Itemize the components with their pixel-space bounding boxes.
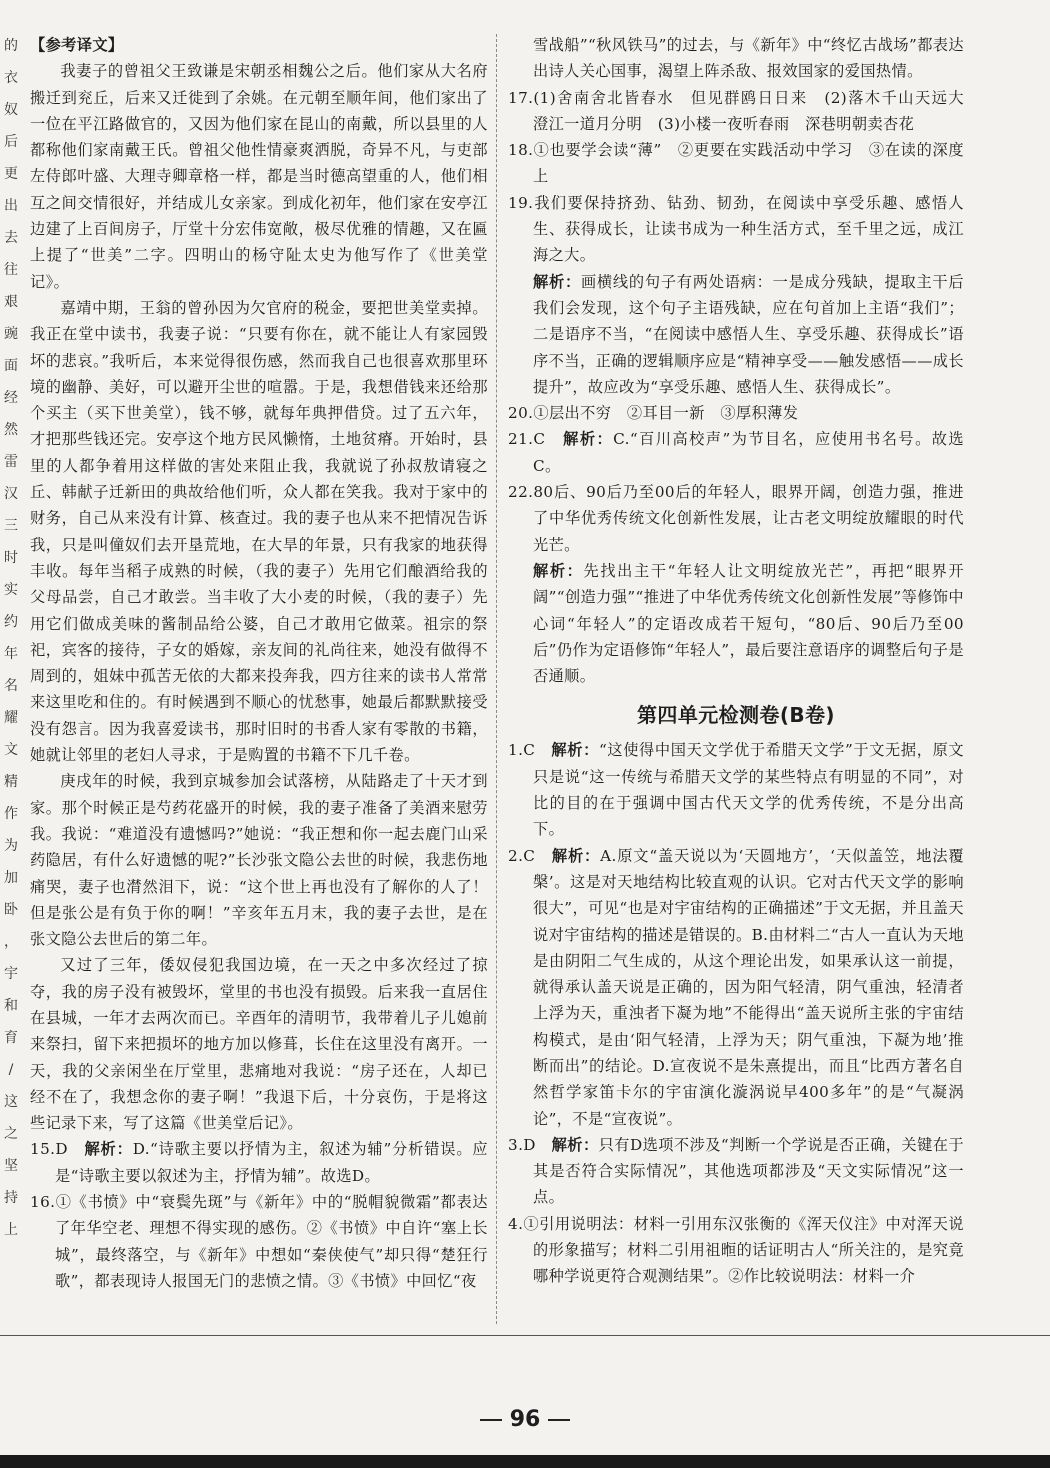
margin-char: 卧 bbox=[4, 902, 18, 918]
item-text: ①也要学会读“薄” ②更要在实践活动中学习 ③在读的深度上 bbox=[533, 141, 964, 186]
item-text: ①层出不穷 ②耳目一新 ③厚积薄发 bbox=[533, 404, 799, 423]
item-answer: C bbox=[523, 741, 536, 760]
item-number: 17. bbox=[508, 88, 534, 107]
margin-char: 作 bbox=[4, 806, 18, 822]
item-number: 18. bbox=[508, 141, 534, 160]
margin-char: 这 bbox=[4, 1094, 18, 1110]
footer-rule bbox=[0, 1335, 1050, 1336]
item-text: 我们要保持挤劲、钻劲、韧劲，在阅读中享受乐趣、感悟人生、获得成长，让读书成为一种生活方式，至千里之远，成江海之大。 bbox=[533, 193, 964, 265]
translation-paragraph-3: 庚戌年的时候，我到京城参加会试落榜，从陆路走了十天才到家。那个时候正是芍药花盛开的时候，我的妻子准备了美酒来慰劳我。我说：“难道没有遗憾吗?”她说：“我正想和你一起去鹿门山采药隐居，有什么好遗憾的呢?”长沙张文隐公去世的时候，我悲伤地痛哭，妻子也潸然泪下，说：“这个世上再也没有了解你的人了！但是张公是有负于你的啊！”辛亥年五月末，我的妻子去世，是在张文隐公去世后的第二年。 bbox=[30, 772, 488, 949]
analysis-label: 解析： bbox=[551, 846, 601, 865]
answer-item-21 bbox=[508, 426, 964, 479]
item-analysis: C.“百川高校声”为节目名，应使用书名号。故选C。 bbox=[533, 430, 965, 475]
item-analysis: D.“诗歌主要以抒情为主，叙述为辅”分析错误。应是“诗歌主要以叙述为主，抒情为辅”。故选D。 bbox=[55, 1140, 489, 1185]
item-text: 80后、90后乃至00后的年轻人，眼界开阔，创造力强，推进了中华优秀传统文化创新性发展，让古老文明绽放耀眼的时代光芒。 bbox=[533, 483, 964, 554]
margin-char: 去 bbox=[4, 230, 18, 246]
margin-char: 后 bbox=[4, 134, 18, 150]
margin-char: 的 bbox=[4, 38, 18, 54]
margin-char: 名 bbox=[4, 678, 18, 694]
answer-item-22-analysis bbox=[508, 558, 964, 689]
answer-item-16 bbox=[30, 1189, 488, 1294]
item-analysis: 画横线的句子有两处语病：一是成分残缺，提取主干后我们会发现，这个句子主语残缺，应在句首加上主语“我们”；二是语序不当，“在阅读中感悟人生、享受乐趣、获得成长”语序不当，正确的逻辑顺序应是“精神享受——触发感悟——成长提升”，故应改为“享受乐趣、感悟人生、获得成长”。 bbox=[533, 272, 964, 396]
margin-char: 汉 bbox=[4, 486, 18, 502]
analysis-label: 解析： bbox=[563, 430, 614, 449]
page-number bbox=[0, 1407, 1050, 1432]
item-number: 4. bbox=[508, 1214, 524, 1233]
margin-char: 衣 bbox=[4, 70, 18, 86]
margin-char: 面 bbox=[4, 358, 18, 374]
item-answer: D bbox=[523, 1135, 536, 1154]
item-number: 21. bbox=[508, 430, 534, 449]
answer-b-item-3 bbox=[508, 1132, 964, 1211]
item-number: 15. bbox=[30, 1140, 56, 1159]
analysis-label: 解析： bbox=[84, 1140, 133, 1159]
item-number: 20. bbox=[508, 404, 534, 423]
page-number-dash-left bbox=[480, 1419, 502, 1421]
translation-paragraph-1: 我妻子的曾祖父王致谦是宋朝丞相魏公之后。他们家从大名府搬迁到兖丘，后来又迁徙到了余姚。在元朝至顺年间，他们家出了一位在平江路做官的，又因为他们家在昆山的南戴，所以县里的人都称他们家南戴王氏。曾祖父他性情豪爽洒脱，奇异不凡，与吏部左侍郎叶盛、大理寺卿章格一样，都是当时德高望重的人，他们相互之间交情很好，并结成儿女亲家。到成化初年，他们家在安亭江边建了上百间房子，厅堂十分宏伟宽敞，极尽优雅的情趣，又在匾上提了“世美”二字。四明山的杨守阯太史为他写作了《世美堂记》。 bbox=[30, 62, 488, 291]
margin-char: 坚 bbox=[4, 1158, 18, 1174]
item-number: 16. bbox=[30, 1193, 56, 1212]
right-column bbox=[508, 32, 980, 1377]
item-answer: C bbox=[523, 846, 536, 865]
page-number-value: 96 bbox=[509, 1407, 541, 1432]
margin-char: 三 bbox=[4, 518, 18, 534]
analysis-label: 解析： bbox=[551, 741, 599, 760]
margin-char: 往 bbox=[4, 262, 18, 278]
left-margin-bleed-text bbox=[0, 30, 22, 1410]
margin-char: 宇 bbox=[4, 966, 18, 982]
item-text: ①《书愤》中“衰鬓先斑”与《新年》中的“脱帽貌微霜”都表达了年华空老、理想不得实现的感伤。②《书愤》中自许“塞上长城”，最终落空，与《新年》中想如“秦侠使气”却只得“楚狂行歌”，都表现诗人报国无门的悲愤之情。③《书愤》中回忆“夜 bbox=[55, 1193, 488, 1290]
margin-char: 年 bbox=[4, 646, 18, 662]
item-analysis: A.原文“盖天说以为‘天圆地方’，‘天似盖笠，地法覆槃’。这是对天地结构比较直观的认识。它对古代天文学的影响很大”，可见“也是对宇宙结构的正确描述”于文无据，并且盖天说对宇宙结构的描述是错误的。B.由材料二“古人一直认为天地是由阴阳二气生成的，从这个理论出发，如果承认这一前提，就得承认盖天说是正确的，因为阳气轻清，阴气重浊，轻清者上浮为天，重浊者下凝为地”不能得出“盖天说所主张的宇宙结构模式，是由‘阳气轻清，上浮为天；阴气重浊，下凝为地’推断而出”的结论。D.宣夜说不是朱熹提出，而且“比西方著名自然哲学家笛卡尔的宇宙演化漩涡说早400多年”的是“气凝涡论”，不是“宣夜说”。 bbox=[533, 846, 964, 1128]
margin-char: 和 bbox=[4, 998, 18, 1014]
margin-char: ， bbox=[4, 934, 18, 950]
column-divider bbox=[496, 34, 497, 1324]
item-analysis: 先找出主干“年轻人让文明绽放光芒”，再把“眼界开阔”“创造力强”“推进了中华优秀传统文化创新性发展”等修饰中心词“年轻人”的定语改成若干短句，“80后、90后乃至00后”仍作为定语修饰“年轻人”，最后要注意语序的调整后句子是否通顺。 bbox=[533, 561, 964, 686]
item-analysis: “这使得中国天文学优于希腊天文学”于文无据，原文只是说“这一传统与希腊天文学的某些特点有明显的不同”，对比的目的在于强调中国古代天文学的优秀传统，不是分出高下。 bbox=[533, 741, 964, 839]
margin-char: 经 bbox=[4, 390, 18, 406]
margin-char: 精 bbox=[4, 774, 18, 790]
analysis-label: 解析： bbox=[551, 1135, 599, 1154]
margin-char: 出 bbox=[4, 198, 18, 214]
margin-char: 雷 bbox=[4, 454, 18, 470]
answer-item-15 bbox=[30, 1136, 488, 1189]
item-number: 19. bbox=[508, 193, 534, 212]
item-analysis: 只有D选项不涉及“判断一个学说是否正确，关键在于其是否符合实际情况”，其他选项都涉及“天文实际情况”这一点。 bbox=[533, 1135, 965, 1207]
margin-char: 持 bbox=[4, 1190, 18, 1206]
margin-char: 奴 bbox=[4, 102, 18, 118]
answer-item-17 bbox=[508, 85, 980, 138]
answer-item-19-analysis bbox=[508, 269, 964, 400]
answer-b-item-2 bbox=[508, 843, 964, 1132]
margin-char: 更 bbox=[4, 166, 18, 182]
item-text: (1)舍南舍北皆春水 但见群鸥日日来 (2)落木千山天远大 澄江一道月分明 (3)小楼一夜听春雨 深巷明朝卖杏花 bbox=[533, 88, 980, 133]
item-answer: D bbox=[55, 1140, 68, 1159]
item-number: 3. bbox=[508, 1135, 524, 1154]
margin-char: 时 bbox=[4, 550, 18, 566]
page-number-dash-right bbox=[548, 1419, 570, 1421]
scan-bottom-edge bbox=[0, 1455, 1050, 1468]
margin-char: 实 bbox=[4, 582, 18, 598]
margin-char: / bbox=[8, 1062, 14, 1078]
answer-item-16-continuation: 雪战船”“秋风铁马”的过去，与《新年》中“终忆古战场”都表达出诗人关心国事，渴望上阵杀敌、报效国家的爱国热情。 bbox=[533, 36, 964, 81]
answer-item-22 bbox=[508, 479, 964, 558]
answer-b-item-4 bbox=[508, 1211, 964, 1290]
item-number: 2. bbox=[508, 846, 524, 865]
margin-char: 豌 bbox=[4, 326, 18, 342]
reference-translation-header: 【参考译文】 bbox=[30, 36, 124, 54]
item-answer: C bbox=[533, 430, 546, 449]
margin-char: 约 bbox=[4, 614, 18, 630]
margin-char: 耀 bbox=[4, 710, 18, 726]
item-text: ①引用说明法：材料一引用东汉张衡的《浑天仪注》中对浑天说的形象描写；材料二引用祖暅的话证明古人“所关注的，是究竟哪种学说更符合观测结果”。②作比较说明法：材料一介 bbox=[523, 1214, 964, 1286]
answer-item-18 bbox=[508, 137, 964, 190]
margin-char: 为 bbox=[4, 838, 18, 854]
analysis-label: 解析： bbox=[533, 561, 584, 580]
left-column bbox=[30, 32, 488, 1352]
analysis-label: 解析： bbox=[533, 272, 581, 291]
unit-test-title: 第四单元检测卷(B卷) bbox=[637, 703, 835, 728]
item-number: 22. bbox=[508, 483, 534, 502]
margin-char: 加 bbox=[4, 870, 18, 886]
margin-char: 艰 bbox=[4, 294, 18, 310]
margin-char: 育 bbox=[4, 1030, 18, 1046]
answer-b-item-1 bbox=[508, 737, 964, 842]
item-number: 1. bbox=[508, 741, 524, 760]
answer-item-19 bbox=[508, 190, 964, 269]
translation-paragraph-4: 又过了三年，倭奴侵犯我国边境，在一天之中多次经过了掠夺，我的房子没有被毁坏，堂里的书也没有损毁。后来我一直居住在县城，一年才去两次而已。辛酉年的清明节，我带着儿子儿媳前来祭扫，留下来把损坏的地方加以修葺，长住在这里没有离开。一天，我的父亲闲坐在厅堂里，悲痛地对我说：“房子还在，人却已经不在了，我想念你的妻子啊！”我退下后，十分哀伤，于是将这些记录下来，写了这篇《世美堂后记》。 bbox=[30, 956, 488, 1133]
margin-char: 然 bbox=[4, 422, 18, 438]
margin-char: 之 bbox=[4, 1126, 18, 1142]
margin-char: 文 bbox=[4, 742, 18, 758]
translation-paragraph-2: 嘉靖中期，王翁的曾孙因为欠官府的税金，要把世美堂卖掉。我正在堂中读书，我妻子说：“只要有你在，就不能让人有家园毁坏的悲哀。”我听后，本来觉得很伤感，然而我自己也很喜欢那里环境的幽静、美好，可以避开尘世的喧嚣。于是，我想借钱来还给那个买主（买下世美堂），钱不够，就每年典押借贷。过了五六年，才把那些钱还完。安亭这个地方民风懒惰，土地贫瘠。开始时，县里的人都争着用这样做的害处来阻止我，我就说了孙叔敖请寝之丘、韩献子迁新田的典故给他们听，众人都在笑我。我对于家中的财务，自己从来没有计算、核查过。我的妻子也从来不把情况告诉我，只是叫僮奴们去开垦荒地，在大旱的年景，只有我家的地获得丰收。每年当稻子成熟的时候，（我的妻子）先用它们酿酒给我的父母品尝，自己才敢尝。当丰收了大小麦的时候，（我的妻子）先用它们做成美味的酱制品给公婆，自己才敢用它做菜。祖宗的祭祀，宾客的接待，子女的婚嫁，亲友间的礼尚往来，她没有做得不周到的，姐妹中孤苦无依的大都来投奔我，四方往来的读书人常常来这里吃和住的。有时候遇到不顺心的忧愁事，她最后都默默接受没有怨言。因为我喜爱读书，那时旧时的书香人家有零散的书籍，她就让邻里的老妇人寻求，于是购置的书籍不下几千卷。 bbox=[30, 298, 488, 765]
answer-item-20 bbox=[508, 400, 964, 426]
margin-char: 上 bbox=[4, 1222, 18, 1238]
